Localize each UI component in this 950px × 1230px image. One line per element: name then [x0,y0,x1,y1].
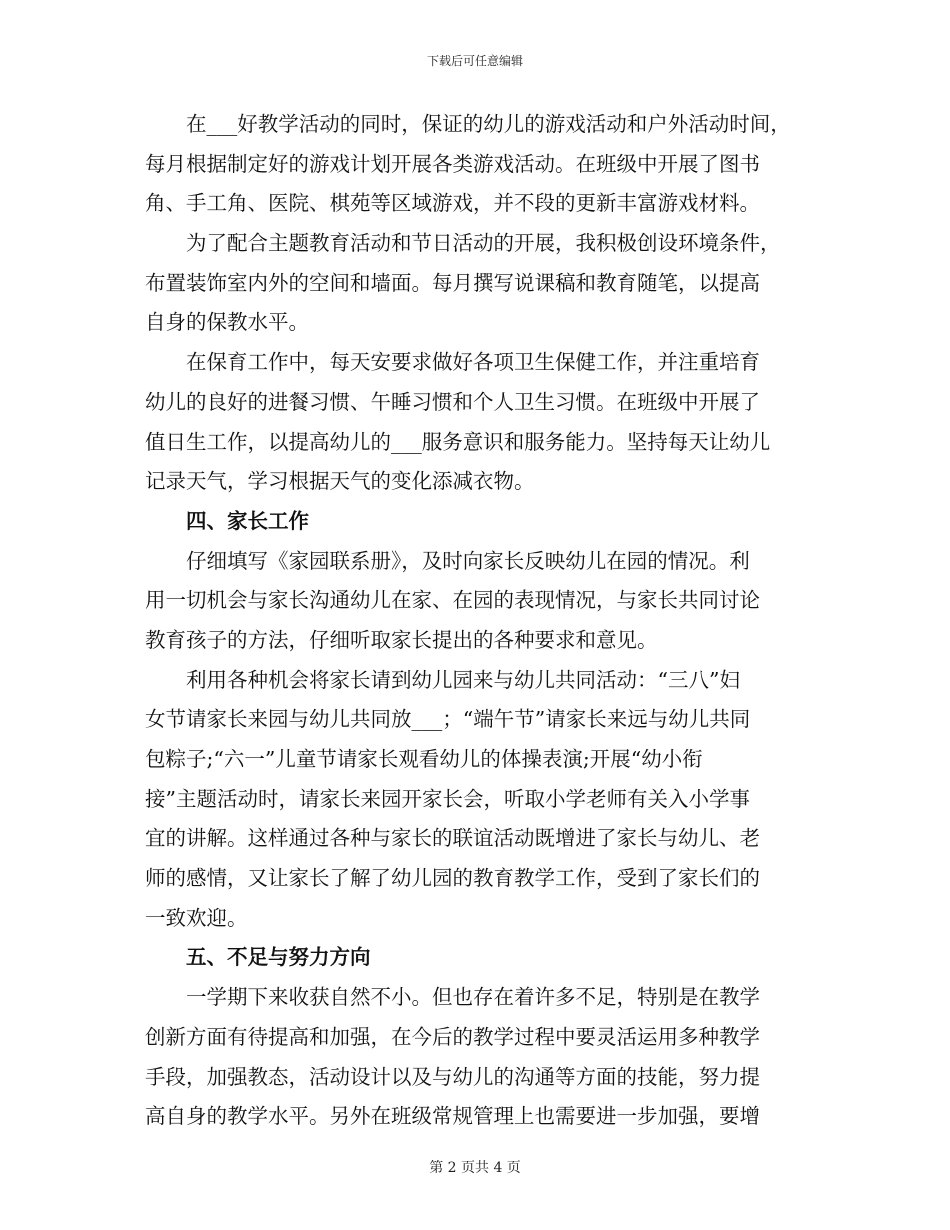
paragraph-line: 宜的讲解。这样通过各种与家长的联谊活动既增进了家长与幼儿、老 [145,826,760,851]
page-footer: 第 2 页共 4 页 [429,1160,521,1176]
section-heading: 四、家长工作 [186,508,309,533]
paragraph-line: 在保育工作中，每天安要求做好各项卫生保健工作，并注重培育 [186,350,760,375]
paragraph-line: 高自身的教学水平。另外在班级常规管理上也需要进一步加强，要增 [145,1104,760,1129]
paragraph-line: 值日生工作，以提高幼儿的___服务意识和服务能力。坚持每天让幼儿 [145,429,771,454]
paragraph-line: 一致欢迎。 [145,905,248,930]
paragraph-line: 每月根据制定好的游戏计划开展各类游戏活动。在班级中开展了图书 [145,151,760,176]
paragraph-line: 角、手工角、医院、棋苑等区域游戏，并不段的更新丰富游戏材料。 [145,191,760,216]
paragraph-line: 包粽子;“六一”儿童节请家长观看幼儿的体操表演;开展“幼小衔 [145,747,703,771]
paragraph-line: 接”主题活动时，请家长来园开家长会，听取小学老师有关入小学事 [145,786,750,811]
paragraph-line: 仔细填写《家园联系册》，及时向家长反映幼儿在园的情况。利 [186,548,750,573]
paragraph-line: 教育孩子的方法，仔细听取家长提出的各种要求和意见。 [145,627,658,652]
paragraph-line: 一学期下来收获自然不小。但也存在着许多不足，特别是在教学 [186,985,760,1010]
paragraph-line: 自身的保教水平。 [145,310,309,335]
paragraph-line: 在___好教学活动的同时，保证的幼儿的游戏活动和户外活动时间， [186,112,791,136]
paragraph-line: 布置装饰室内外的空间和墙面。每月撰写说课稿和教育随笔，以提高 [145,270,760,295]
paragraph-line: 记录天气，学习根据天气的变化添减衣物。 [145,469,535,494]
paragraph-line: 创新方面有待提高和加强，在今后的教学过程中要灵活运用多种教学 [145,1024,760,1049]
page-header: 下载后可任意编辑 [426,54,523,68]
paragraph-line: 为了配合主题教育活动和节日活动的开展，我积极创设环境条件， [186,231,781,256]
paragraph-line: 手段，加强教态，活动设计以及与幼儿的沟通等方面的技能，努力提 [145,1064,760,1089]
paragraph-line: 利用各种机会将家长请到幼儿园来与幼儿共同活动：“三八”妇 [186,667,740,692]
paragraph-line: 师的感情，又让家长了解了幼儿园的教育教学工作，受到了家长们的 [145,866,760,891]
paragraph-line: 用一切机会与家长沟通幼儿在家、在园的表现情况，与家长共同讨论 [145,588,760,613]
paragraph-line: 女节请家长来园与幼儿共同放___；“端午节”请家长来远与幼儿共同 [145,707,751,732]
section-heading: 五、不足与努力方向 [186,945,371,970]
paragraph-line: 幼儿的良好的进餐习惯、午睡习惯和个人卫生习惯。在班级中开展了 [145,389,760,414]
document-body [145,105,805,1137]
